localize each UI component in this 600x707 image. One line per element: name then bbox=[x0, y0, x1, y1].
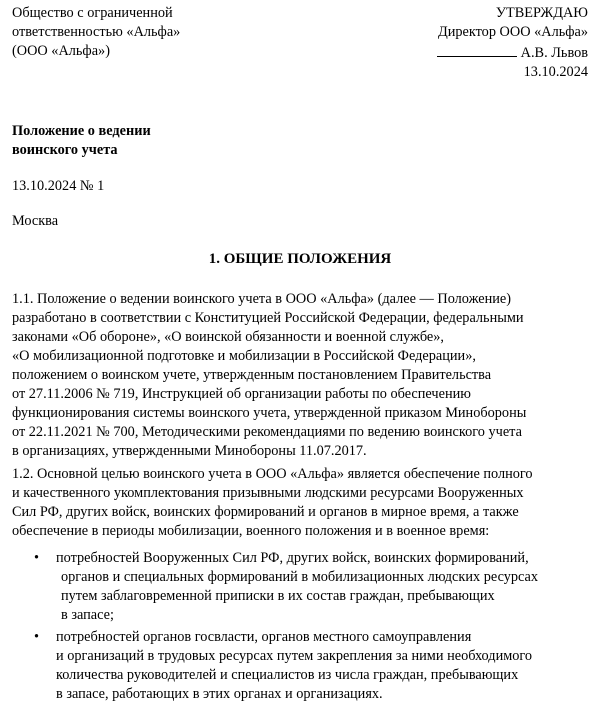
approve-position: Директор ООО «Альфа» bbox=[437, 24, 588, 40]
list-item-line: органов и специальных формирований в мобилизационных людских ресурсах bbox=[61, 569, 539, 585]
organization-block bbox=[12, 4, 272, 61]
paragraph-line: функционирования системы воинского учета, утвержденной приказом Минобороны bbox=[12, 405, 527, 421]
document-title-line-2: воинского учета bbox=[12, 142, 118, 158]
document-title bbox=[12, 122, 151, 160]
bullet-icon: • bbox=[34, 629, 40, 645]
approve-title: УТВЕРЖДАЮ bbox=[495, 5, 588, 21]
list-item-line: путем заблаговременной приписки в их состав граждан, пребывающих bbox=[61, 588, 495, 604]
list-item-line: и организаций в трудовых ресурсах путем закрепления за ними необходимого bbox=[56, 648, 533, 664]
document-title-line-1: Положение о ведении bbox=[12, 123, 151, 139]
approve-signature bbox=[348, 42, 588, 63]
org-short-name: (ООО «Альфа») bbox=[12, 43, 110, 59]
paragraph-line: в организациях, утвержденными Минобороны 11.07.2017. bbox=[12, 443, 367, 459]
paragraph-1-2 bbox=[12, 465, 592, 541]
paragraph-line: 1.1. Положение о ведении воинского учета в ООО «Альфа» (далее — Положение) bbox=[12, 291, 512, 307]
list-item-line: в запасе, работающих в этих органах и организациях. bbox=[56, 686, 383, 702]
paragraph-line: обеспечение в периоды мобилизации, военного положения и в военное время: bbox=[12, 523, 490, 539]
section-heading: 1. ОБЩИЕ ПОЛОЖЕНИЯ bbox=[208, 251, 392, 267]
approve-date: 13.10.2024 bbox=[523, 64, 588, 80]
list-item-line: потребностей органов госвласти, органов местного самоуправления bbox=[56, 629, 472, 645]
paragraph-line: «О мобилизационной подготовке и мобилизации в Российской Федерации», bbox=[12, 348, 476, 364]
list-item-line: потребностей Вооруженных Сил РФ, других войск, воинских формирований, bbox=[56, 550, 529, 566]
approve-name: А.В. Львов bbox=[520, 45, 588, 61]
document-date-number: 13.10.2024 № 1 bbox=[12, 178, 105, 194]
paragraph-1-1 bbox=[12, 290, 592, 461]
paragraph-line: положением о воинском учете, утвержденным постановлением Правительства bbox=[12, 367, 492, 383]
paragraph-line: законами «Об обороне», «О воинской обязанности и военной службе», bbox=[12, 329, 444, 345]
list-item-line: в запасе; bbox=[61, 607, 114, 623]
document-city: Москва bbox=[12, 213, 59, 229]
paragraph-line: от 22.11.2021 № 700, Методическими рекомендациями по ведению воинского учета bbox=[12, 424, 522, 440]
paragraph-line: разработано в соответствии с Конституцией Российской Федерации, федеральными bbox=[12, 310, 524, 326]
bullet-list bbox=[12, 549, 592, 707]
org-name-line-2: ответственностью «Альфа» bbox=[12, 24, 181, 40]
org-name-line-1: Общество с ограниченной bbox=[12, 5, 173, 21]
paragraph-line: и качественного укомплектования призывными людскими ресурсами Вооруженных bbox=[12, 485, 524, 501]
paragraph-line: Сил РФ, других войск, воинских формирований и органов в мирное время, а также bbox=[12, 504, 519, 520]
list-item bbox=[12, 628, 592, 704]
paragraph-line: 1.2. Основной целью воинского учета в ООО «Альфа» является обеспечение полного bbox=[12, 466, 533, 482]
list-item-line: количества руководителей и специалистов из числа граждан, пребывающих bbox=[56, 667, 519, 683]
signature-line bbox=[437, 42, 517, 57]
paragraph-line: от 27.11.2006 № 719, Инструкцией об организации работы по обеспечению bbox=[12, 386, 471, 402]
list-item bbox=[12, 549, 592, 625]
bullet-icon: • bbox=[34, 550, 40, 566]
approval-block bbox=[348, 4, 588, 82]
